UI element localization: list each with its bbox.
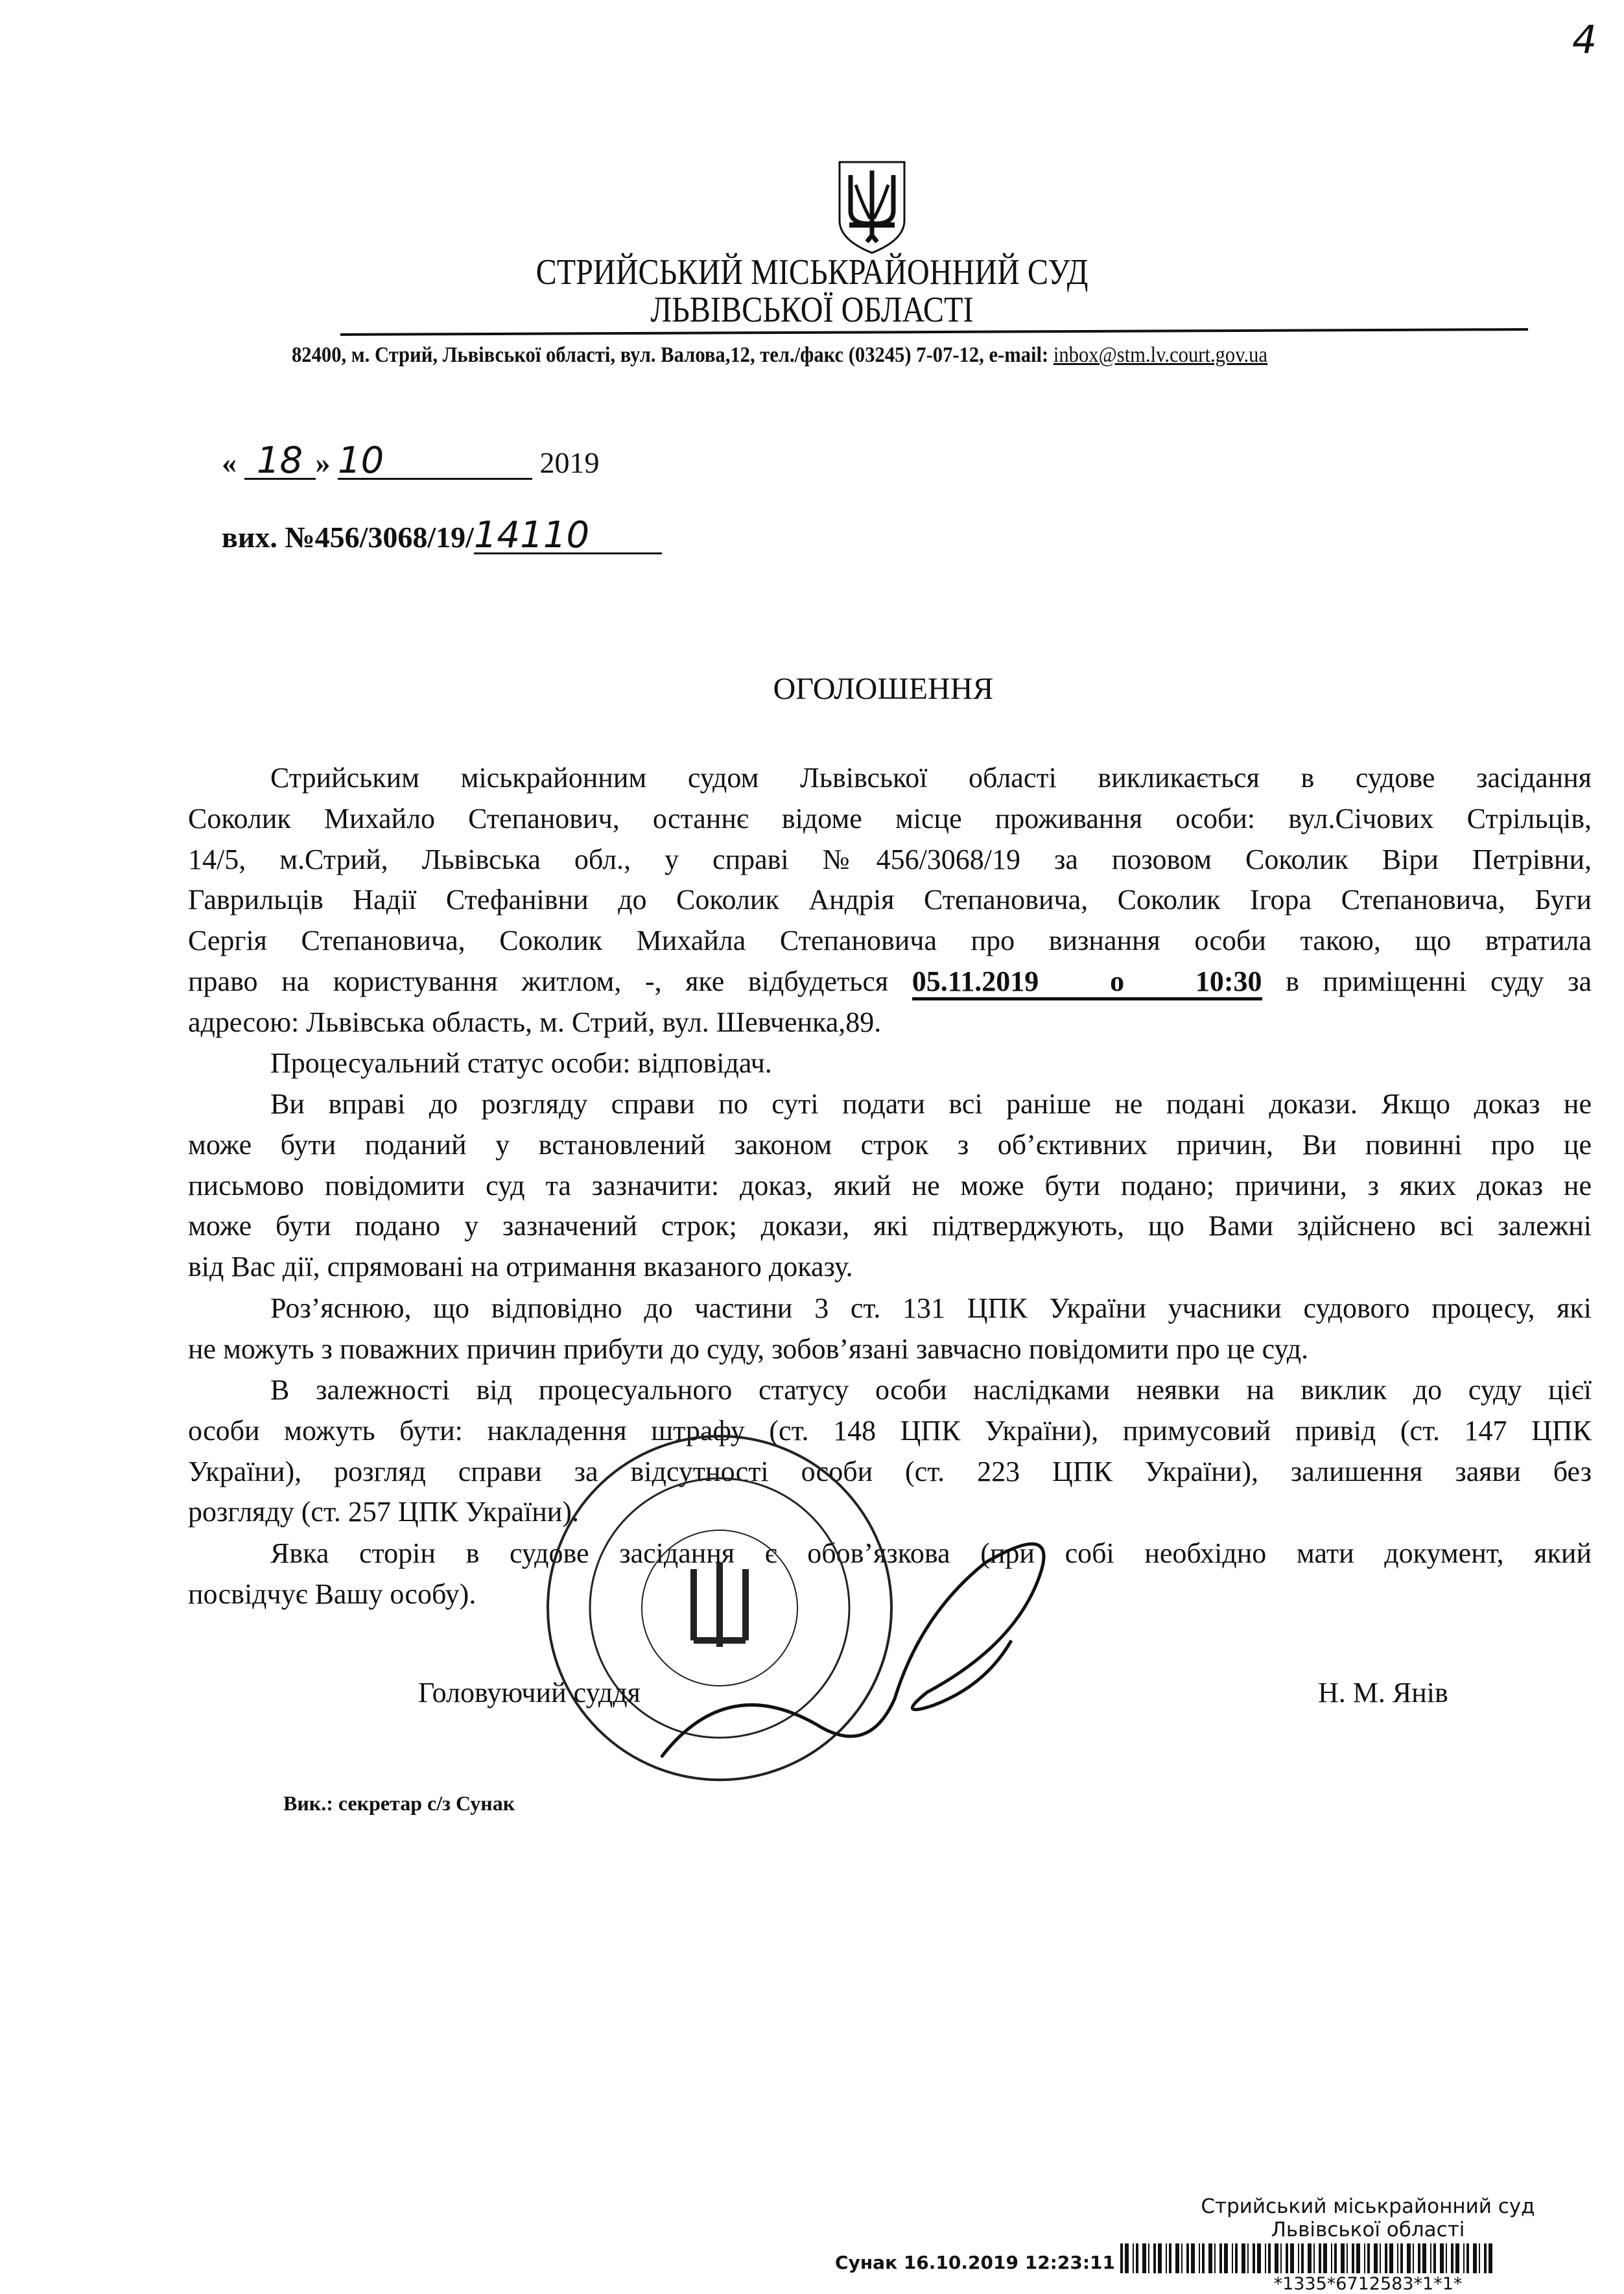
body-line-hearing — [188, 965, 1592, 999]
barcode-bar — [1158, 2243, 1162, 2273]
barcode-bar — [1352, 2243, 1354, 2273]
barcode-bar — [1153, 2243, 1156, 2273]
body-line: не можуть з поважних причин прибути до суду, зобов’язані завчасно повідомити про це суд. — [188, 1332, 1309, 1365]
barcode-bar — [1257, 2243, 1261, 2273]
barcode-bar — [1191, 2243, 1195, 2273]
barcode-bar — [1313, 2243, 1315, 2273]
body-line: В залежності від процесуального статусу особи наслідками неявки на виклик до суду цієї — [270, 1374, 1592, 1406]
barcode-bar — [1331, 2243, 1332, 2273]
barcode-bar — [1413, 2243, 1414, 2273]
barcode-bar — [1224, 2243, 1228, 2273]
barcode-bar — [1265, 2243, 1266, 2273]
court-name-line1: СТРИЙСЬКИЙ МІСЬКРАЙОННИЙ СУД — [535, 252, 1089, 292]
body-line: України), розгляд справи за відсутності особи (ст. 223 ЦПК України), залишення заяви без — [188, 1455, 1592, 1487]
footer-court-line2: Львівської області — [1271, 2218, 1465, 2241]
barcode-bar — [1268, 2243, 1271, 2273]
body-line: розгляду (ст. 257 ЦПК України). — [188, 1496, 579, 1528]
barcode-code: *1335*6712583*1*1* — [1273, 2274, 1463, 2294]
barcode-bar — [1347, 2243, 1348, 2273]
barcode-bar — [1247, 2243, 1249, 2273]
barcode-bar — [1319, 2243, 1321, 2273]
hearing-at: о — [1110, 965, 1125, 997]
barcode-bar — [1418, 2243, 1420, 2273]
barcode-bar — [1214, 2243, 1216, 2273]
body-line-address: адресою: Львівська область, м. Стрий, вул. Шевченка,89. — [188, 1006, 882, 1038]
judge-name: Н. М. Янів — [1318, 1677, 1448, 1709]
barcode — [1120, 2243, 1500, 2273]
outgoing-reference — [222, 514, 662, 556]
barcode-bar — [1148, 2243, 1149, 2273]
hearing-date: 05.11.2019 — [912, 965, 1039, 997]
barcode-bar — [1253, 2243, 1255, 2273]
barcode-bar — [1484, 2243, 1487, 2273]
barcode-bar — [1334, 2243, 1337, 2273]
barcode-bar — [1451, 2243, 1453, 2273]
body-line: може бути поданий у встановлений законом строк з об’єктивних причин, Ви повинні про це — [188, 1128, 1592, 1161]
trident-icon — [836, 159, 908, 256]
barcode-bar — [1142, 2243, 1146, 2273]
barcode-bar — [1120, 2243, 1123, 2273]
barcode-bar — [1232, 2243, 1233, 2273]
barcode-bar — [1400, 2243, 1403, 2273]
barcode-bar — [1169, 2243, 1171, 2273]
body-line: письмово повідомити суд та зазначити: доказ, який не може бути подано; причини, з яких доказ не — [188, 1169, 1592, 1201]
judge-signature — [648, 1511, 1102, 1783]
barcode-bar — [1479, 2243, 1480, 2273]
barcode-bar — [1323, 2243, 1327, 2273]
barcode-bar — [1202, 2243, 1205, 2273]
barcode-bar — [1473, 2243, 1477, 2273]
body-line: Сергія Степановича, Соколик Михайла Степановича про визнання особи такою, що втратила — [188, 925, 1592, 957]
barcode-bar — [1219, 2243, 1222, 2273]
date-open-quote: « — [222, 446, 237, 479]
barcode-bar — [1440, 2243, 1444, 2273]
body-line: може бути подано у зазначений строк; докази, які підтверджують, що Вами здійснено всі залежні — [188, 1210, 1592, 1242]
barcode-bar — [1290, 2243, 1294, 2273]
reference-prefix: вих. №456/3068/19/ — [222, 521, 474, 554]
barcode-bar — [1199, 2243, 1200, 2273]
barcode-bar — [1275, 2243, 1278, 2273]
barcode-bar — [1166, 2243, 1167, 2273]
barcode-bar — [1133, 2243, 1134, 2273]
barcode-bar — [1186, 2243, 1189, 2273]
barcode-bar — [1407, 2243, 1411, 2273]
body-line: 14/5, м.Стрий, Львівська обл., у справі №456/3068/19 за позовом Соколик Віри Петрівни, — [188, 843, 1592, 875]
barcode-bar — [1364, 2243, 1365, 2273]
barcode-bar — [1367, 2243, 1370, 2273]
barcode-bar — [1433, 2243, 1436, 2273]
body-line: Ви вправі до розгляду справи по суті подати всі раніше не подані докази. Якщо доказ не — [270, 1088, 1592, 1120]
barcode-bar — [1430, 2243, 1431, 2273]
hearing-text-after: в приміщенні суду за — [1286, 965, 1592, 997]
barcode-bar — [1175, 2243, 1179, 2273]
footer-court-line1: Стрийський міськрайонний суд — [1201, 2195, 1535, 2218]
barcode-bar — [1125, 2243, 1129, 2273]
date-close-quote: » — [315, 446, 331, 479]
body-line: Явка сторін в судове засідання є обов’язкова (при собі необхідно мати документ, який — [270, 1537, 1592, 1569]
body-line: посвідчує Вашу особу). — [188, 1578, 477, 1610]
body-line: Соколик Михайло Степанович, останнє відоме місце проживання особи: вул.Січових Стрільців, — [188, 802, 1592, 834]
barcode-bar — [1136, 2243, 1138, 2273]
address-text: 82400, м. Стрий, Львівської області, вул. Валова,12, тел./факс (03245) 7-07-12, e-mail: — [292, 343, 1053, 367]
document-date — [222, 440, 600, 482]
court-address — [292, 342, 1267, 368]
barcode-bar — [1301, 2243, 1304, 2273]
barcode-bar — [1380, 2243, 1381, 2273]
barcode-bar — [1181, 2243, 1183, 2273]
barcode-bar — [1489, 2243, 1492, 2273]
signature-role: Головуючий суддя — [418, 1677, 641, 1709]
date-year: 2019 — [539, 446, 600, 479]
barcode-bar — [1397, 2243, 1398, 2273]
barcode-bar — [1235, 2243, 1238, 2273]
barcode-bar — [1280, 2243, 1282, 2273]
document-title: ОГОЛОШЕННЯ — [773, 672, 994, 706]
email-link[interactable]: inbox@stm.lv.court.gov.ua — [1053, 343, 1268, 367]
body-line: Гаврильців Надії Стефанівни до Соколик Андрія Степановича, Соколик Ігора Степановича, Буги — [188, 884, 1592, 916]
hearing-text-before: право на користування житлом, -, яке відбудеться — [188, 965, 912, 997]
barcode-bar — [1385, 2243, 1387, 2273]
body-line: від Вас дії, спрямовані на отримання вказаного доказу. — [188, 1251, 853, 1283]
barcode-bar — [1466, 2243, 1469, 2273]
body-line: Роз’яснюю, що відповідно до частини 3 ст. 131 ЦПК України учасники судового процесу, які — [270, 1292, 1592, 1324]
date-month: 10 — [338, 444, 532, 480]
barcode-bar — [1242, 2243, 1245, 2273]
court-name-line2: ЛЬВІВСЬКОЇ ОБЛАСТІ — [650, 290, 974, 330]
barcode-bar — [1356, 2243, 1360, 2273]
barcode-bar — [1286, 2243, 1288, 2273]
procedural-status: Процесуальний статус особи: відповідач. — [270, 1047, 772, 1079]
barcode-bar — [1341, 2243, 1345, 2273]
body-line: Стрийським міськрайонним судом Львівської області викликається в судове засідання — [270, 762, 1592, 794]
barcode-bar — [1308, 2243, 1312, 2273]
barcode-bar — [1422, 2243, 1426, 2273]
date-day: 18 — [244, 444, 316, 480]
barcode-bar — [1208, 2243, 1212, 2273]
reference-number: 14110 — [474, 519, 662, 554]
registration-stamp: Сунак 16.10.2019 12:23:11 — [835, 2252, 1115, 2273]
body-line: особи можуть бути: накладення штрафу (ст. 148 ЦПК України), примусовий привід (ст. 147 ЦПК — [188, 1414, 1592, 1447]
barcode-bar — [1389, 2243, 1393, 2273]
hearing-time: 10:30 — [1195, 965, 1262, 997]
barcode-bar — [1298, 2243, 1299, 2273]
executor: Вик.: секретар с/з Сунак — [283, 1791, 515, 1815]
barcode-bar — [1455, 2243, 1459, 2273]
hearing-datetime — [912, 965, 1262, 1000]
barcode-bar — [1463, 2243, 1465, 2273]
barcode-bar — [1374, 2243, 1378, 2273]
barcode-bar — [1446, 2243, 1447, 2273]
page-number: 4 — [1572, 18, 1597, 63]
